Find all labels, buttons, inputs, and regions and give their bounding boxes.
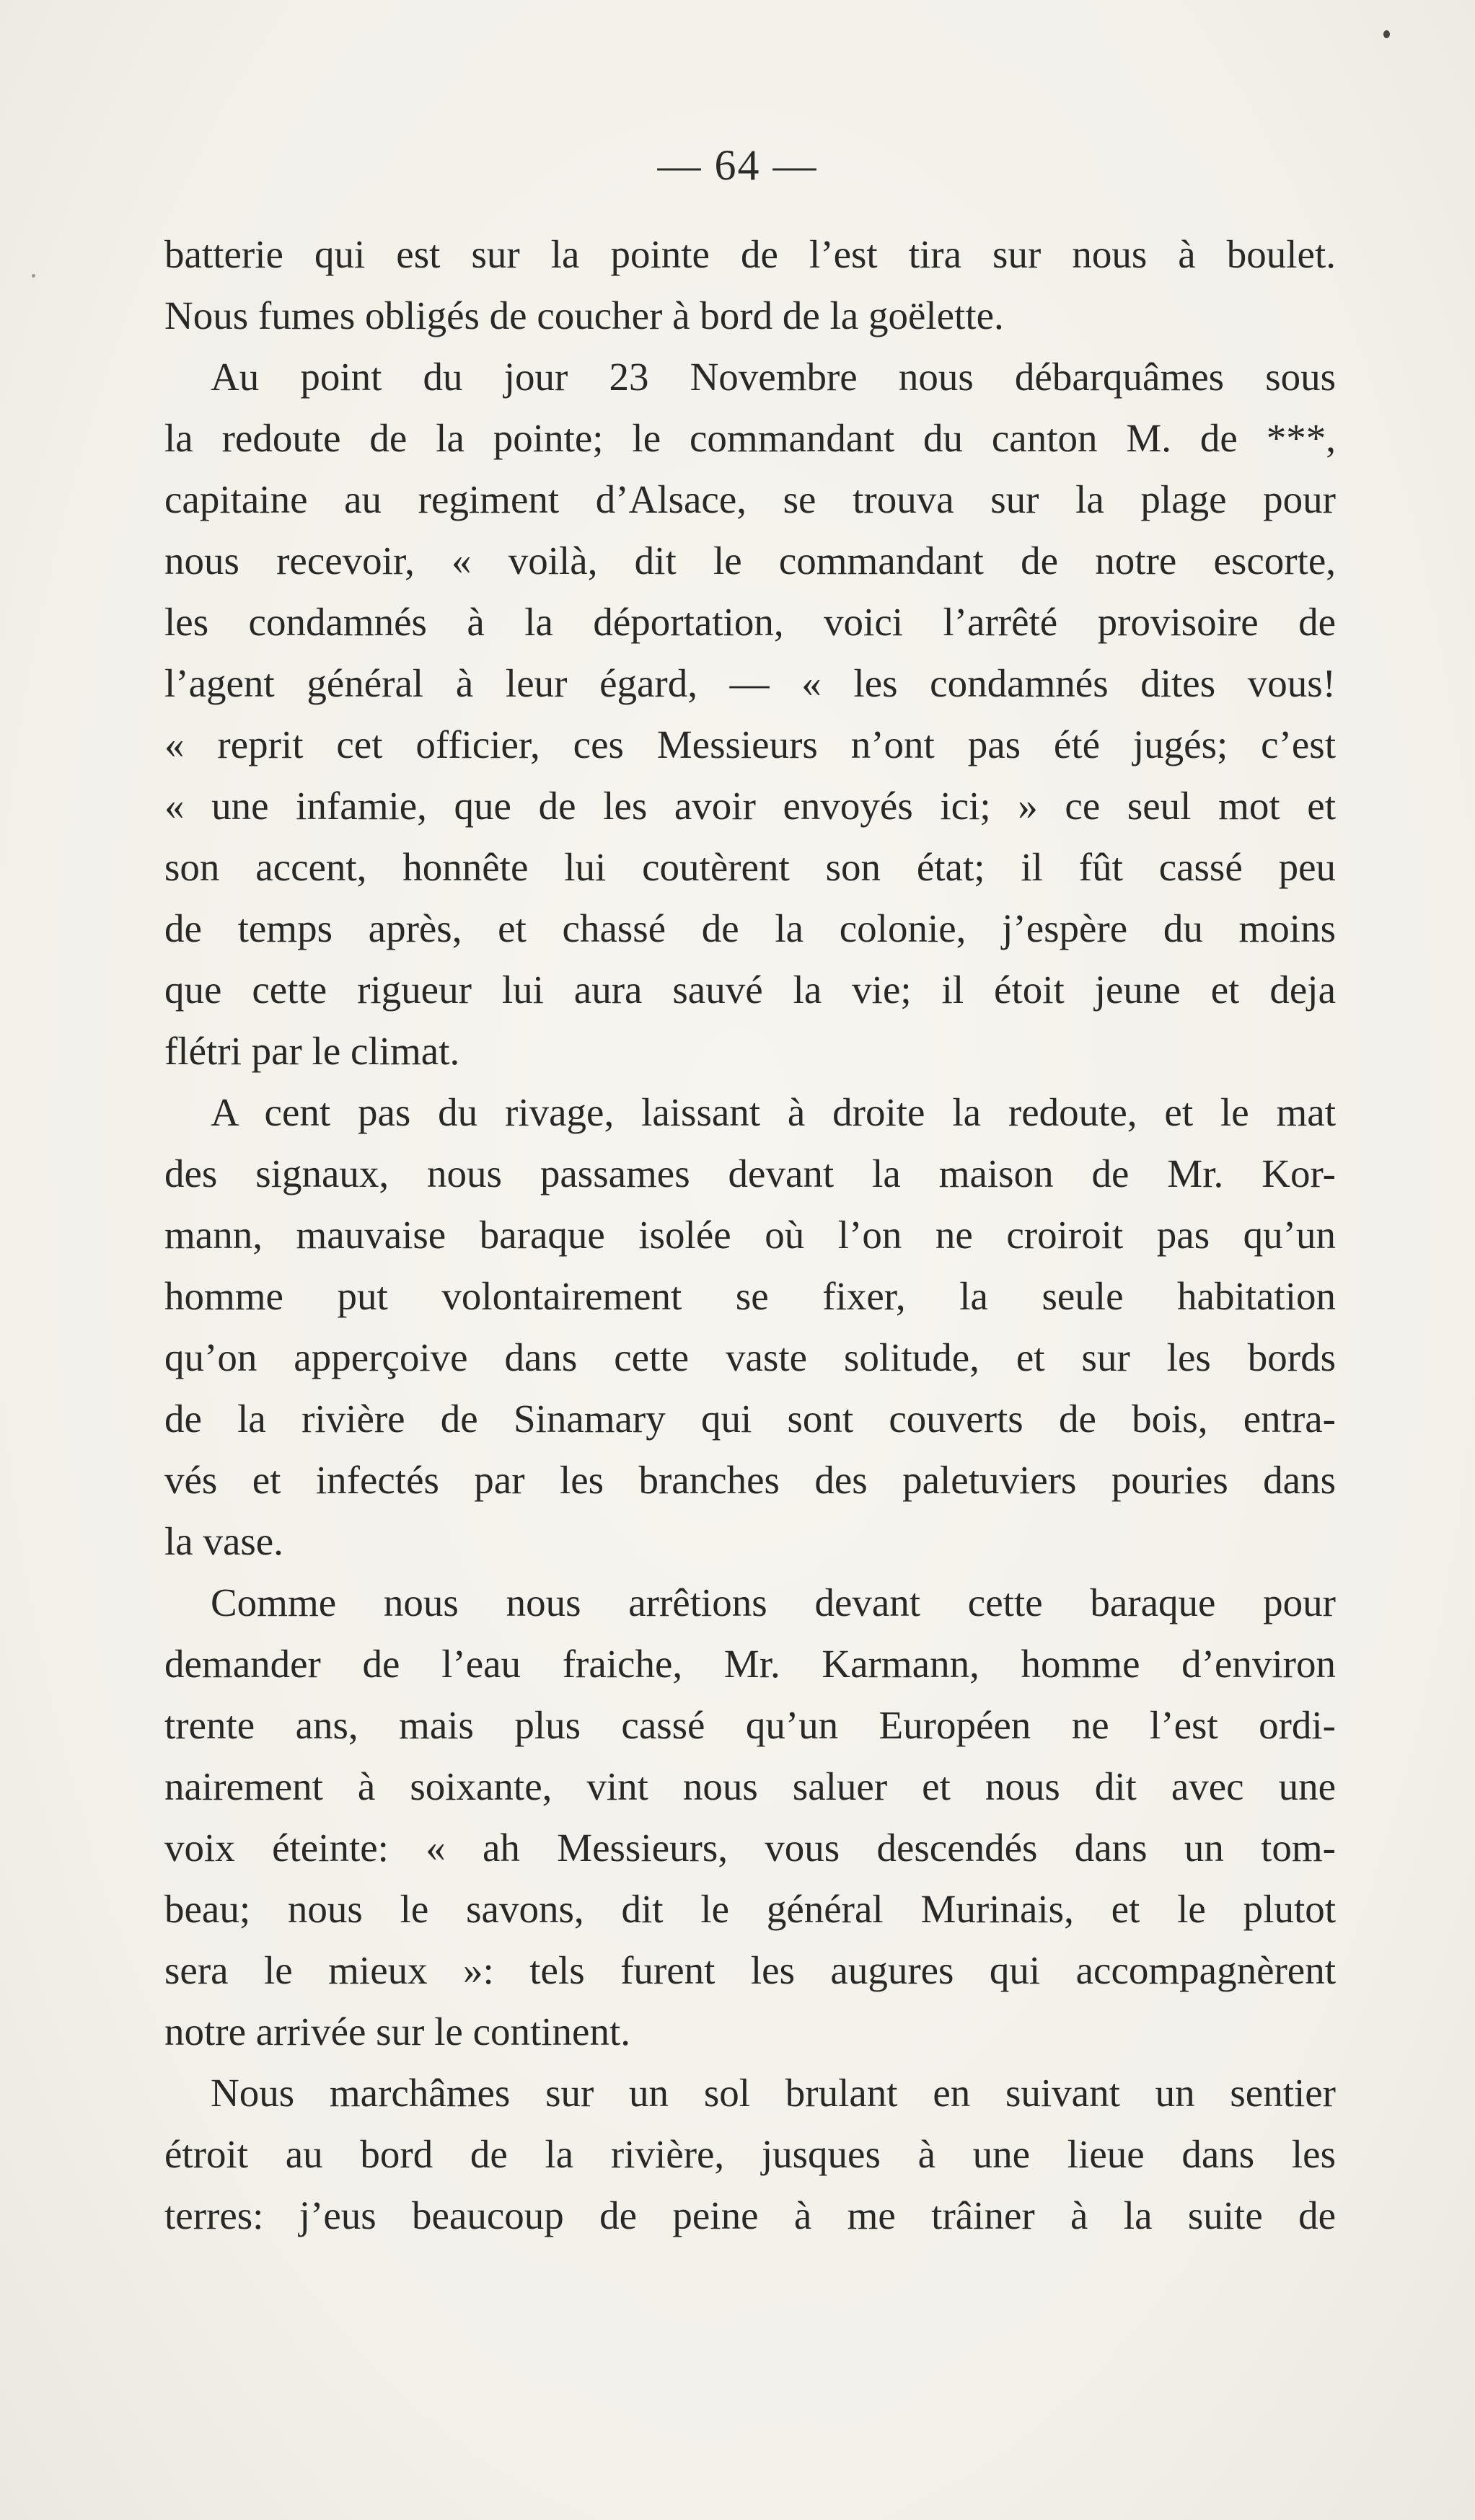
text-line: trente ans, mais plus cassé qu’un Européen ne l’est ordi- [164,1703,1336,1747]
text-line: beau; nous le savons, dit le général Murinais, et le plutot [164,1887,1336,1931]
paragraph-4 [164,1572,1336,2062]
text-line: Nous marchâmes sur un sol brulant en suivant un sentier [211,2071,1336,2115]
text-line: son accent, honnête lui coutèrent son état; il fût cassé peu [164,845,1336,889]
ink-speck [32,274,35,278]
text-line: nairement à soixante, vint nous saluer et nous dit avec une [164,1764,1336,1808]
text-line: capitaine au regiment d’Alsace, se trouva sur la plage pour [164,477,1336,521]
text-line: les condamnés à la déportation, voici l’arrêté provisoire de [164,600,1336,644]
text-line: vés et infectés par les branches des paletuviers pouries dans [164,1458,1336,1502]
text-line: voix éteinte: « ah Messieurs, vous descendés dans un tom- [164,1826,1336,1870]
paragraph-1 [164,224,1336,346]
text-line: de temps après, et chassé de la colonie, j’espère du moins [164,906,1336,950]
text-line: notre arrivée sur le continent. [164,2010,630,2053]
paragraph-2 [164,346,1336,1082]
text-line: homme put volontairement se fixer, la seule habitation [164,1274,1336,1318]
text-line: que cette rigueur lui aura sauvé la vie; il étoit jeune et deja [164,968,1336,1012]
text-line: « reprit cet officier, ces Messieurs n’ont pas été jugés; c’est [164,722,1336,766]
text-line: A cent pas du rivage, laissant à droite la redoute, et le mat [211,1090,1336,1134]
paragraph-3 [164,1082,1336,1572]
text-line: Nous fumes obligés de coucher à bord de la goëlette. [164,293,1004,337]
text-line: Au point du jour 23 Novembre nous débarquâmes sous [211,355,1336,399]
text-line: sera le mieux »: tels furent les augures qui accompagnèrent [164,1948,1336,1992]
text-line: mann, mauvaise baraque isolée où l’on ne croiroit pas qu’un [164,1213,1336,1257]
body-text [164,224,1336,2246]
text-line: qu’on apperçoive dans cette vaste solitude, et sur les bords [164,1335,1336,1379]
page-number: — 64 — [657,141,818,189]
text-line: étroit au bord de la rivière, jusques à une lieue dans les [164,2132,1336,2176]
ink-speck [1383,30,1390,38]
text-line: Comme nous nous arrêtions devant cette baraque pour [211,1580,1336,1624]
text-line: la redoute de la pointe; le commandant du canton M. de ***, [164,416,1336,460]
text-line: l’agent général à leur égard, — « les condamnés dites vous! [164,661,1336,705]
text-line: la vase. [164,1519,283,1563]
text-line: « une infamie, que de les avoir envoyés ici; » ce seul mot et [164,784,1336,828]
text-line: de la rivière de Sinamary qui sont couverts de bois, entra- [164,1397,1336,1441]
text-line: batterie qui est sur la pointe de l’est tira sur nous à boulet. [164,232,1336,276]
text-line: flétri par le climat. [164,1029,460,1073]
text-line: terres: j’eus beaucoup de peine à me trâiner à la suite de [164,2193,1336,2237]
text-line: des signaux, nous passames devant la maison de Mr. Kor- [164,1151,1336,1195]
text-line: nous recevoir, « voilà, dit le commandant de notre escorte, [164,539,1336,583]
paragraph-5 [164,2062,1336,2246]
text-line: demander de l’eau fraiche, Mr. Karmann, homme d’environ [164,1642,1336,1686]
